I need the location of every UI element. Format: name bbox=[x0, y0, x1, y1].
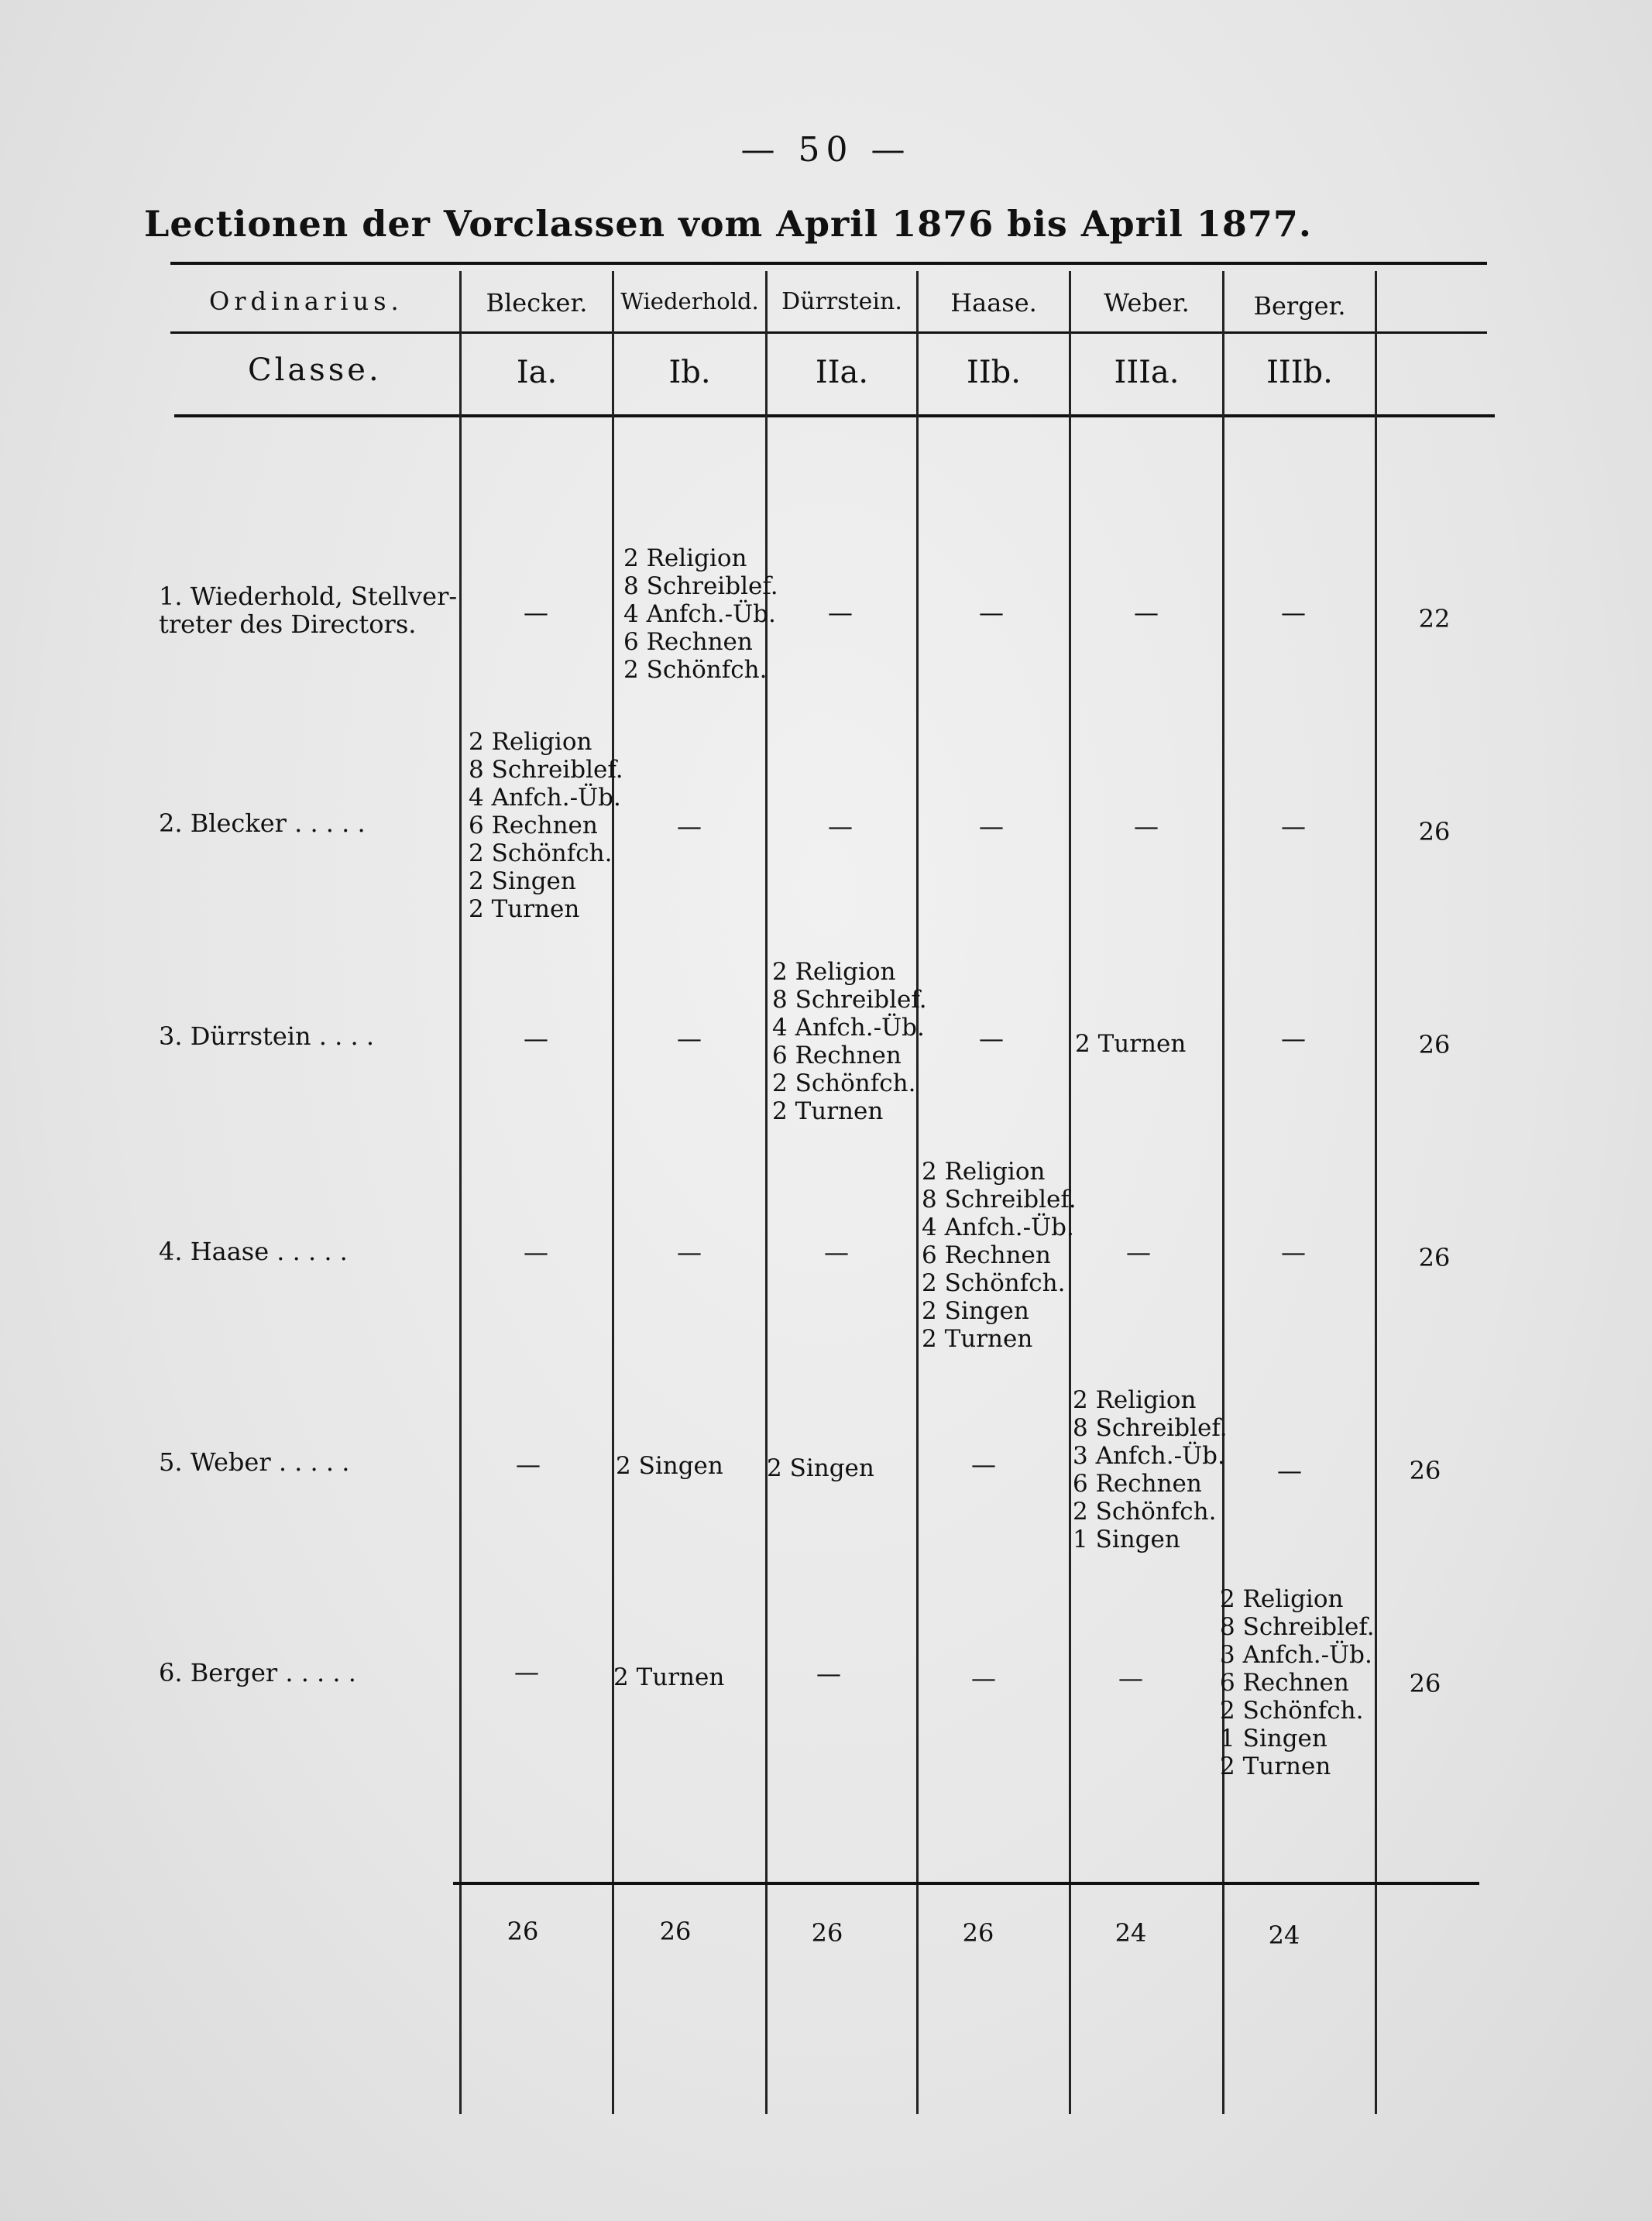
row6-ia-dash: — bbox=[514, 1657, 539, 1687]
row2-ia-lessons: 2 Religion 8 Schreiblef. 4 Anfch.-Üb. 6 Rechnen 2 Schönfch. 2 Singen 2 Turnen bbox=[469, 728, 623, 923]
row6-iib-dash: — bbox=[971, 1663, 996, 1693]
class-iia: IIa. bbox=[815, 355, 869, 390]
sum-iiib: 24 bbox=[1268, 1921, 1300, 1950]
row-label-weber: 5. Weber . . . . . bbox=[159, 1447, 350, 1477]
ordinarius-label: Ordinarius. bbox=[209, 287, 404, 316]
classe-label: Classe. bbox=[248, 352, 382, 388]
row2-ib-dash: — bbox=[677, 812, 702, 841]
row2-total: 26 bbox=[1418, 817, 1451, 846]
row-label-blecker: 2. Blecker . . . . . bbox=[159, 808, 366, 838]
row4-ib-dash: — bbox=[677, 1238, 702, 1267]
row6-iia-dash: — bbox=[816, 1659, 841, 1688]
sum-ia: 26 bbox=[507, 1917, 539, 1946]
sum-iiia: 24 bbox=[1114, 1918, 1147, 1948]
column-line-7 bbox=[1375, 271, 1377, 2114]
column-line-2 bbox=[612, 271, 614, 2114]
row2-iia-dash: — bbox=[828, 812, 853, 841]
ordinarius-wiederhold: Wiederhold. bbox=[620, 288, 759, 314]
row5-iiib-dash: — bbox=[1277, 1456, 1302, 1485]
row4-iib-lessons: 2 Religion 8 Schreiblef. 4 Anfch.-Üb. 6 Rechnen 2 Schönfch. 2 Singen 2 Turnen bbox=[922, 1158, 1077, 1353]
row4-iia-dash: — bbox=[824, 1238, 849, 1267]
row3-ia-dash: — bbox=[524, 1024, 548, 1053]
row6-ib-lessons: 2 Turnen bbox=[613, 1663, 725, 1691]
row2-iiia-dash: — bbox=[1134, 812, 1159, 841]
page-title: Lectionen der Vorclassen vom April 1876 bis April 1877. bbox=[144, 203, 1312, 245]
row-label-haase: 4. Haase . . . . . bbox=[159, 1237, 348, 1266]
row1-iiib-dash: — bbox=[1281, 598, 1306, 627]
row4-iiib-dash: — bbox=[1281, 1238, 1306, 1267]
class-iiia: IIIa. bbox=[1114, 355, 1180, 390]
sum-rule bbox=[453, 1882, 1479, 1885]
row5-iib-dash: — bbox=[971, 1450, 996, 1479]
page-number: — 50 — bbox=[740, 130, 912, 170]
row1-ib-lessons: 2 Religion 8 Schreiblef. 4 Anfch.-Üb. 6 Rechnen 2 Schönfch. bbox=[623, 544, 778, 684]
sum-ib: 26 bbox=[659, 1917, 692, 1946]
row-label-duerrstein: 3. Dürrstein . . . . bbox=[159, 1021, 374, 1051]
sum-iib: 26 bbox=[962, 1918, 994, 1948]
row5-ia-dash: — bbox=[516, 1450, 541, 1479]
row3-iib-dash: — bbox=[979, 1024, 1004, 1053]
class-iib: IIb. bbox=[967, 355, 1021, 390]
row1-total: 22 bbox=[1418, 604, 1451, 633]
row-label-berger: 6. Berger . . . . . bbox=[159, 1658, 356, 1687]
row4-total: 26 bbox=[1418, 1243, 1451, 1272]
row3-ib-dash: — bbox=[677, 1024, 702, 1053]
row6-iiia-dash: — bbox=[1118, 1663, 1143, 1693]
header-bottom-rule bbox=[174, 414, 1495, 417]
class-ib: Ib. bbox=[668, 355, 711, 390]
class-ia: Ia. bbox=[516, 355, 558, 390]
row3-iiib-dash: — bbox=[1281, 1024, 1306, 1053]
header-divider-rule bbox=[170, 331, 1487, 334]
column-line-6 bbox=[1222, 271, 1224, 2114]
column-line-4 bbox=[916, 271, 919, 2114]
ordinarius-blecker: Blecker. bbox=[486, 288, 588, 318]
row6-iiib-lessons: 2 Religion 8 Schreiblef. 3 Anfch.-Üb. 6 Rechnen 2 Schönfch. 1 Singen 2 Turnen bbox=[1220, 1585, 1375, 1780]
sum-iia: 26 bbox=[811, 1918, 843, 1948]
row3-total: 26 bbox=[1418, 1030, 1451, 1059]
row3-iiia-lessons: 2 Turnen bbox=[1075, 1030, 1187, 1058]
ordinarius-berger: Berger. bbox=[1253, 291, 1346, 321]
row1-ia-dash: — bbox=[524, 598, 548, 627]
row3-iia-lessons: 2 Religion 8 Schreiblef. 4 Anfch.-Üb. 6 Rechnen 2 Schönfch. 2 Turnen bbox=[772, 958, 927, 1125]
top-rule bbox=[170, 262, 1487, 265]
ordinarius-weber: Weber. bbox=[1104, 288, 1190, 318]
row5-total: 26 bbox=[1409, 1456, 1441, 1485]
row1-iia-dash: — bbox=[828, 598, 853, 627]
row2-iiib-dash: — bbox=[1281, 812, 1306, 841]
row1-iiia-dash: — bbox=[1134, 598, 1159, 627]
column-line-1 bbox=[459, 271, 462, 2114]
row5-ib-lessons: 2 Singen bbox=[616, 1452, 723, 1480]
row4-iiia-dash: — bbox=[1126, 1238, 1151, 1267]
row1-iib-dash: — bbox=[979, 598, 1004, 627]
row2-iib-dash: — bbox=[979, 812, 1004, 841]
ordinarius-haase: Haase. bbox=[950, 288, 1037, 318]
row5-iiia-lessons: 2 Religion 8 Schreiblef. 3 Anfch.-Üb. 6 Rechnen 2 Schönfch. 1 Singen bbox=[1073, 1386, 1228, 1553]
ordinarius-duerrstein: Dürrstein. bbox=[781, 288, 902, 315]
row-label-wiederhold: 1. Wiederhold, Stellver- treter des Directors. bbox=[159, 582, 458, 639]
row6-total: 26 bbox=[1409, 1669, 1441, 1698]
row4-ia-dash: — bbox=[524, 1238, 548, 1267]
class-iiib: IIIb. bbox=[1266, 355, 1333, 390]
row5-iia-lessons: 2 Singen bbox=[767, 1454, 874, 1482]
